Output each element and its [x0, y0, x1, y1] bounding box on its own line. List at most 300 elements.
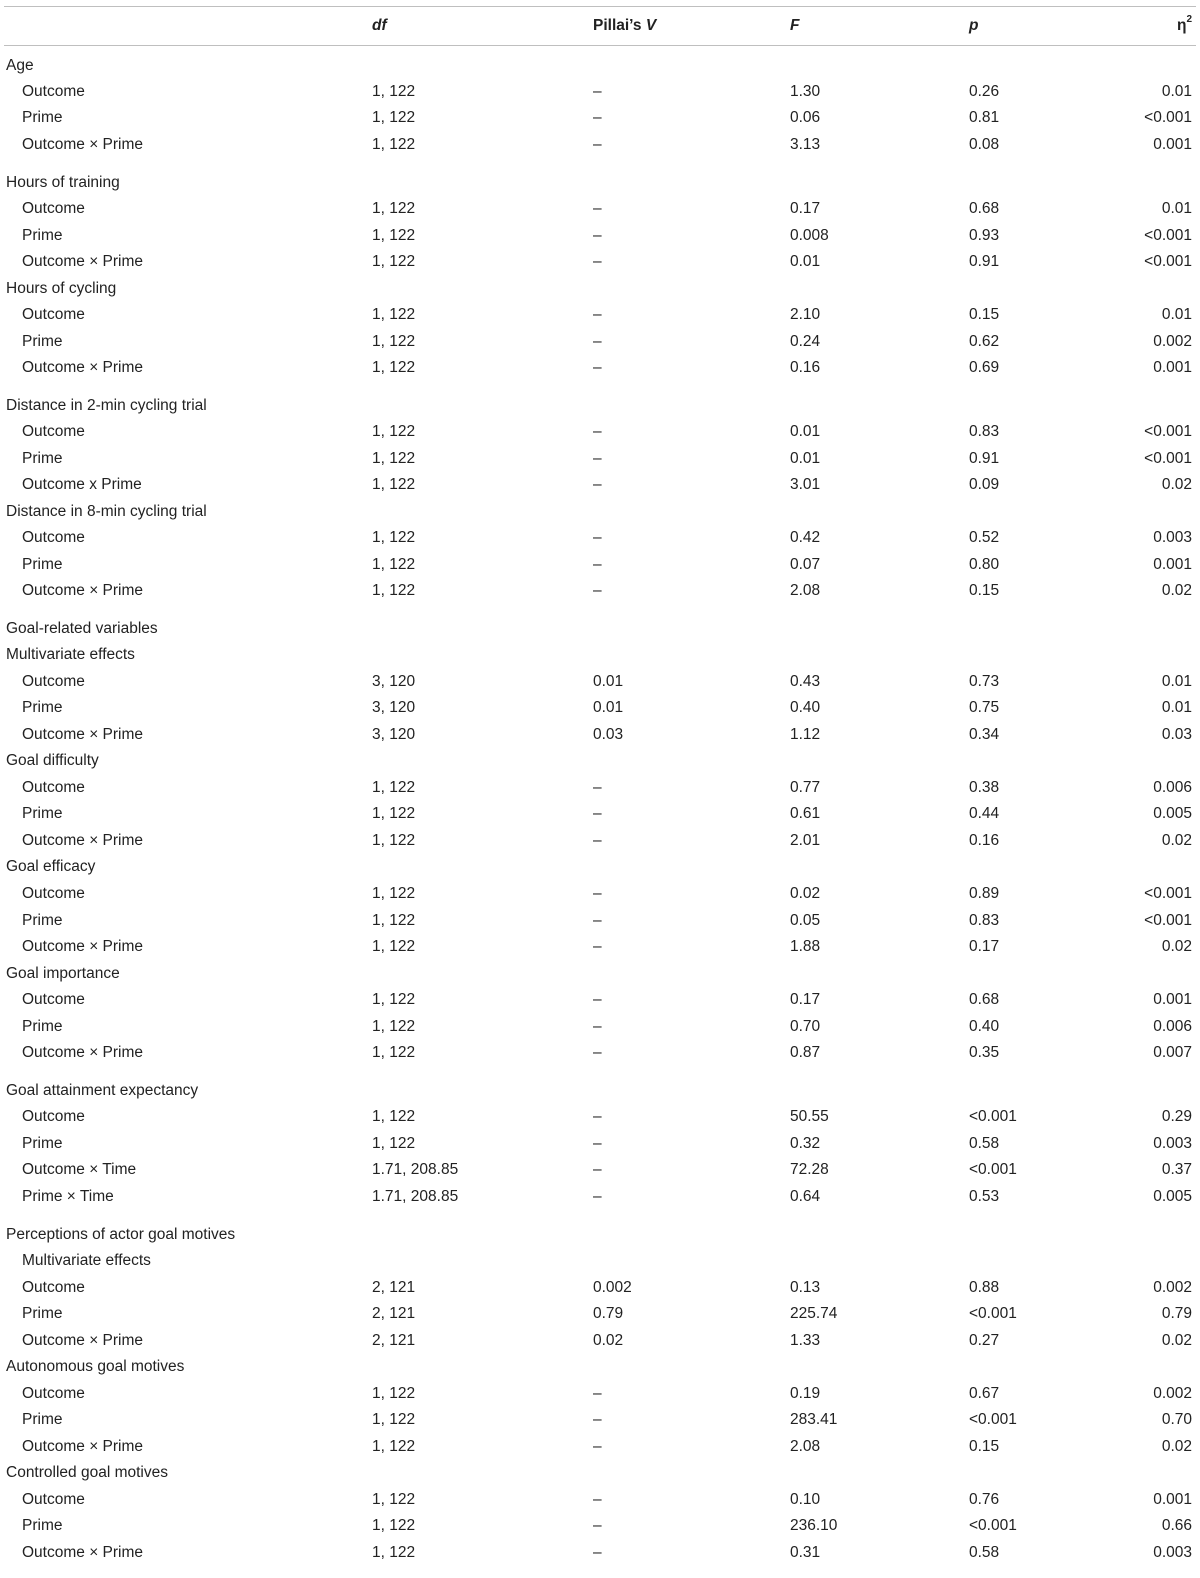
row-label: Outcome × Prime [22, 832, 144, 849]
eta-squared-cell: 0.70 [1161, 1411, 1192, 1428]
pillai-v-cell: – [593, 1385, 602, 1402]
p-cell: <0.001 [969, 1305, 1017, 1322]
table-row [4, 303, 1196, 327]
f-cell: 0.01 [790, 450, 821, 467]
row-label: Outcome [22, 991, 85, 1008]
table-row [4, 935, 1196, 959]
df-cell: 1, 122 [372, 1135, 416, 1152]
top-rule [4, 6, 1196, 7]
row-label: Outcome [22, 423, 85, 440]
section-label: Goal difficulty [6, 752, 99, 769]
section-header-row [4, 643, 1196, 667]
row-label: Outcome [22, 673, 85, 690]
p-cell: 0.40 [969, 1018, 1000, 1035]
f-cell: 0.16 [790, 359, 821, 376]
f-cell: 0.40 [790, 699, 821, 716]
pillai-v-cell: – [593, 832, 602, 849]
pillai-v-cell: – [593, 885, 602, 902]
f-cell: 2.10 [790, 306, 821, 323]
eta-squared-cell: 0.79 [1161, 1305, 1192, 1322]
p-cell: 0.34 [969, 726, 1000, 743]
p-cell: 0.08 [969, 136, 1000, 153]
f-cell: 3.13 [790, 136, 821, 153]
eta-squared-cell: <0.001 [1144, 885, 1192, 902]
table-row [4, 1276, 1196, 1300]
f-cell: 50.55 [790, 1108, 829, 1125]
table-row [4, 250, 1196, 274]
f-cell: 2.08 [790, 1438, 821, 1455]
table-row [4, 802, 1196, 826]
header-pillai [593, 14, 656, 38]
eta-squared-cell: 0.02 [1161, 1438, 1192, 1455]
f-cell: 0.77 [790, 779, 821, 796]
row-label: Outcome × Prime [22, 359, 144, 376]
eta-squared-cell: 0.01 [1161, 699, 1192, 716]
df-cell: 2, 121 [372, 1305, 416, 1322]
df-cell: 1, 122 [372, 476, 416, 493]
f-cell: 0.43 [790, 673, 821, 690]
pillai-v-cell: – [593, 529, 602, 546]
table-row [4, 579, 1196, 603]
p-cell: <0.001 [969, 1108, 1017, 1125]
df-cell: 1, 122 [372, 1018, 416, 1035]
row-label: Outcome [22, 306, 85, 323]
eta-squared-cell: 0.006 [1153, 779, 1192, 796]
row-label: Prime [22, 699, 63, 716]
table-row [4, 1105, 1196, 1129]
p-cell: 0.69 [969, 359, 1000, 376]
p-cell: 0.83 [969, 423, 1000, 440]
df-cell: 1, 122 [372, 1108, 416, 1125]
section-label: Goal importance [6, 965, 120, 982]
pillai-v-cell: – [593, 1438, 602, 1455]
eta-squared-cell: 0.01 [1161, 200, 1192, 217]
df-cell: 1, 122 [372, 423, 416, 440]
df-cell: 1, 122 [372, 1517, 416, 1534]
df-cell: 1, 122 [372, 450, 416, 467]
f-cell: 3.01 [790, 476, 821, 493]
p-cell: 0.35 [969, 1044, 1000, 1061]
table-row [4, 1435, 1196, 1459]
table-row [4, 356, 1196, 380]
p-cell: 0.67 [969, 1385, 1000, 1402]
section-label: Goal efficacy [6, 858, 96, 875]
df-cell: 1, 122 [372, 136, 416, 153]
section-label: Hours of training [6, 174, 120, 191]
pillai-v-cell: – [593, 991, 602, 1008]
table-row [4, 447, 1196, 471]
p-cell: 0.73 [969, 673, 1000, 690]
row-label: Prime [22, 450, 63, 467]
pillai-v-cell: – [593, 582, 602, 599]
f-cell: 0.10 [790, 1491, 821, 1508]
row-label: Prime [22, 1135, 63, 1152]
table-row [4, 1185, 1196, 1209]
table-row [4, 1329, 1196, 1353]
table-row [4, 1302, 1196, 1326]
f-cell: 0.07 [790, 556, 821, 573]
section-label: Multivariate effects [22, 1252, 151, 1269]
row-label: Prime [22, 1305, 63, 1322]
df-cell: 1, 122 [372, 938, 416, 955]
df-cell: 1, 122 [372, 885, 416, 902]
pillai-v-cell: – [593, 1135, 602, 1152]
df-cell: 1, 122 [372, 779, 416, 796]
df-cell: 1, 122 [372, 200, 416, 217]
p-cell: 0.26 [969, 83, 1000, 100]
f-cell: 0.01 [790, 423, 821, 440]
eta-squared-cell: <0.001 [1144, 109, 1192, 126]
df-cell: 1, 122 [372, 227, 416, 244]
p-cell: 0.93 [969, 227, 1000, 244]
pillai-v-cell: – [593, 1044, 602, 1061]
pillai-v-cell: – [593, 1188, 602, 1205]
row-label: Outcome × Time [22, 1161, 137, 1178]
p-cell: <0.001 [969, 1161, 1017, 1178]
f-cell: 236.10 [790, 1517, 838, 1534]
df-cell: 1, 122 [372, 582, 416, 599]
p-cell: 0.80 [969, 556, 1000, 573]
eta-squared-cell: 0.001 [1153, 556, 1192, 573]
p-cell: 0.68 [969, 991, 1000, 1008]
pillai-v-cell: – [593, 1411, 602, 1428]
pillai-v-cell: – [593, 805, 602, 822]
p-cell: 0.15 [969, 1438, 1000, 1455]
statistics-table [4, 0, 1196, 1578]
eta-squared-cell: 0.003 [1153, 1544, 1192, 1561]
section-label: Age [6, 57, 34, 74]
row-label: Outcome × Prime [22, 1544, 144, 1561]
table-row [4, 1382, 1196, 1406]
df-cell: 1.71, 208.85 [372, 1161, 459, 1178]
df-cell: 2, 121 [372, 1279, 416, 1296]
p-cell: 0.44 [969, 805, 1000, 822]
df-cell: 1, 122 [372, 1491, 416, 1508]
pillai-v-cell: – [593, 423, 602, 440]
header-p: p [969, 17, 979, 34]
section-label: Perceptions of actor goal motives [6, 1226, 236, 1243]
header-df: df [372, 17, 387, 34]
eta-squared-cell: 0.01 [1161, 83, 1192, 100]
section-label: Controlled goal motives [6, 1464, 168, 1481]
section-header-row [4, 1079, 1196, 1103]
pillai-v-cell: 0.01 [593, 673, 624, 690]
eta-squared-cell: 0.002 [1153, 1385, 1192, 1402]
section-header-row [4, 855, 1196, 879]
section-header-row [4, 749, 1196, 773]
row-label: Outcome [22, 200, 85, 217]
df-cell: 1, 122 [372, 832, 416, 849]
row-label: Outcome × Prime [22, 253, 144, 270]
eta-squared-cell: <0.001 [1144, 227, 1192, 244]
p-cell: 0.58 [969, 1135, 1000, 1152]
df-cell: 1, 122 [372, 83, 416, 100]
f-cell: 1.88 [790, 938, 821, 955]
p-cell: 0.52 [969, 529, 1000, 546]
row-label: Prime [22, 333, 63, 350]
eta-squared-cell: 0.002 [1153, 333, 1192, 350]
table-row [4, 909, 1196, 933]
df-cell: 1, 122 [372, 805, 416, 822]
df-cell: 1, 122 [372, 1411, 416, 1428]
f-cell: 1.30 [790, 83, 821, 100]
pillai-v-cell: – [593, 1544, 602, 1561]
row-label: Outcome [22, 1108, 85, 1125]
row-label: Prime [22, 912, 63, 929]
pillai-v-cell: 0.01 [593, 699, 624, 716]
pillai-v-cell: 0.03 [593, 726, 624, 743]
section-header-row [4, 54, 1196, 78]
table-row [4, 197, 1196, 221]
eta-squared-cell: 0.005 [1153, 805, 1192, 822]
p-cell: 0.17 [969, 938, 1000, 955]
pillai-v-cell: – [593, 779, 602, 796]
eta-squared-cell: 0.02 [1161, 1332, 1192, 1349]
table-row [4, 1158, 1196, 1182]
df-cell: 3, 120 [372, 726, 416, 743]
f-cell: 72.28 [790, 1161, 829, 1178]
pillai-v-cell: – [593, 556, 602, 573]
p-cell: <0.001 [969, 1517, 1017, 1534]
pillai-v-cell: – [593, 359, 602, 376]
pillai-v-cell: – [593, 136, 602, 153]
df-cell: 1, 122 [372, 991, 416, 1008]
df-cell: 1, 122 [372, 306, 416, 323]
row-label: Outcome [22, 885, 85, 902]
df-cell: 1, 122 [372, 109, 416, 126]
eta-squared-cell: 0.03 [1161, 726, 1192, 743]
row-label: Prime [22, 1517, 63, 1534]
f-cell: 0.42 [790, 529, 821, 546]
f-cell: 2.08 [790, 582, 821, 599]
eta-squared-cell: 0.37 [1161, 1161, 1192, 1178]
table-row [4, 80, 1196, 104]
eta-squared-cell: 0.02 [1161, 582, 1192, 599]
pillai-v-cell: – [593, 1491, 602, 1508]
table-row [4, 526, 1196, 550]
table-row [4, 1015, 1196, 1039]
p-cell: 0.91 [969, 253, 1000, 270]
section-header-row [4, 617, 1196, 641]
header-eta-sup: 2 [1186, 13, 1192, 25]
df-cell: 1, 122 [372, 359, 416, 376]
p-cell: 0.89 [969, 885, 1000, 902]
table-row [4, 1541, 1196, 1565]
p-cell: 0.68 [969, 200, 1000, 217]
row-label: Outcome × Prime [22, 582, 144, 599]
section-label: Distance in 8-min cycling trial [6, 503, 207, 520]
pillai-v-cell: – [593, 109, 602, 126]
f-cell: 0.05 [790, 912, 821, 929]
f-cell: 0.13 [790, 1279, 821, 1296]
table-row [4, 670, 1196, 694]
section-label: Multivariate effects [6, 646, 135, 663]
eta-squared-cell: <0.001 [1144, 912, 1192, 929]
p-cell: 0.62 [969, 333, 1000, 350]
table-row [4, 723, 1196, 747]
section-header-row [4, 1461, 1196, 1485]
row-label: Outcome [22, 1491, 85, 1508]
row-label: Prime [22, 1411, 63, 1428]
eta-squared-cell: <0.001 [1144, 423, 1192, 440]
pillai-v-cell: – [593, 333, 602, 350]
header-f: F [790, 17, 800, 34]
df-cell: 2, 121 [372, 1332, 416, 1349]
p-cell: 0.91 [969, 450, 1000, 467]
pillai-v-cell: – [593, 938, 602, 955]
header-eta-squared [1177, 14, 1192, 38]
table-row [4, 473, 1196, 497]
f-cell: 283.41 [790, 1411, 838, 1428]
eta-squared-cell: 0.001 [1153, 1491, 1192, 1508]
f-cell: 2.01 [790, 832, 821, 849]
section-header-row [4, 1249, 1196, 1273]
df-cell: 1, 122 [372, 529, 416, 546]
table-row [4, 696, 1196, 720]
f-cell: 0.008 [790, 227, 829, 244]
p-cell: 0.76 [969, 1491, 1000, 1508]
pillai-v-cell: 0.02 [593, 1332, 624, 1349]
row-label: Outcome × Prime [22, 938, 144, 955]
f-cell: 1.12 [790, 726, 821, 743]
df-cell: 1, 122 [372, 1385, 416, 1402]
f-cell: 0.64 [790, 1188, 821, 1205]
table-row [4, 553, 1196, 577]
section-header-row [4, 1223, 1196, 1247]
p-cell: 0.16 [969, 832, 1000, 849]
eta-squared-cell: 0.01 [1161, 306, 1192, 323]
p-cell: 0.53 [969, 1188, 1000, 1205]
p-cell: 0.38 [969, 779, 1000, 796]
f-cell: 0.17 [790, 200, 821, 217]
p-cell: 0.83 [969, 912, 1000, 929]
p-cell: 0.58 [969, 1544, 1000, 1561]
eta-squared-cell: 0.29 [1161, 1108, 1192, 1125]
row-label: Outcome × Prime [22, 726, 144, 743]
pillai-v-cell: – [593, 476, 602, 493]
row-label: Prime [22, 227, 63, 244]
eta-squared-cell: 0.001 [1153, 136, 1192, 153]
table-row [4, 330, 1196, 354]
table-row [4, 829, 1196, 853]
section-label: Autonomous goal motives [6, 1358, 185, 1375]
section-label: Hours of cycling [6, 280, 117, 297]
header-pillai-v: V [645, 17, 657, 34]
eta-squared-cell: <0.001 [1144, 450, 1192, 467]
pillai-v-cell: – [593, 253, 602, 270]
row-label: Outcome [22, 779, 85, 796]
table-row [4, 420, 1196, 444]
df-cell: 1, 122 [372, 1438, 416, 1455]
df-cell: 3, 120 [372, 673, 416, 690]
df-cell: 1, 122 [372, 1544, 416, 1561]
row-label: Outcome × Prime [22, 1044, 144, 1061]
row-label: Prime [22, 1018, 63, 1035]
df-cell: 1, 122 [372, 912, 416, 929]
f-cell: 0.61 [790, 805, 821, 822]
table-row [4, 224, 1196, 248]
header-pillai-prefix: Pillai’s [593, 17, 646, 34]
f-cell: 0.01 [790, 253, 821, 270]
p-cell: 0.15 [969, 306, 1000, 323]
eta-squared-cell: 0.02 [1161, 476, 1192, 493]
table-row [4, 133, 1196, 157]
f-cell: 0.17 [790, 991, 821, 1008]
eta-squared-cell: 0.66 [1161, 1517, 1192, 1534]
eta-squared-cell: 0.001 [1153, 991, 1192, 1008]
table-row [4, 882, 1196, 906]
section-label: Goal attainment expectancy [6, 1082, 199, 1099]
table-row [4, 106, 1196, 130]
table-row [4, 988, 1196, 1012]
pillai-v-cell: – [593, 227, 602, 244]
f-cell: 0.87 [790, 1044, 821, 1061]
eta-squared-cell: 0.005 [1153, 1188, 1192, 1205]
eta-squared-cell: 0.006 [1153, 1018, 1192, 1035]
header-eta: η [1176, 17, 1187, 34]
row-label: Outcome [22, 1385, 85, 1402]
eta-squared-cell: 0.001 [1153, 359, 1192, 376]
f-cell: 1.33 [790, 1332, 821, 1349]
row-label: Outcome × Prime [22, 1438, 144, 1455]
p-cell: 0.88 [969, 1279, 1000, 1296]
row-label: Outcome × Prime [22, 136, 144, 153]
pillai-v-cell: – [593, 1161, 602, 1178]
table-row [4, 1514, 1196, 1538]
eta-squared-cell: 0.003 [1153, 1135, 1192, 1152]
df-cell: 1.71, 208.85 [372, 1188, 459, 1205]
section-header-row [4, 277, 1196, 301]
section-header-row [4, 500, 1196, 524]
pillai-v-cell: 0.002 [593, 1279, 632, 1296]
eta-squared-cell: 0.02 [1161, 832, 1192, 849]
f-cell: 0.31 [790, 1544, 821, 1561]
df-cell: 1, 122 [372, 253, 416, 270]
f-cell: 225.74 [790, 1305, 838, 1322]
row-label: Outcome [22, 529, 85, 546]
section-header-row [4, 394, 1196, 418]
row-label: Outcome [22, 83, 85, 100]
row-label: Outcome x Prime [22, 476, 142, 493]
df-cell: 3, 120 [372, 699, 416, 716]
table-header-row [4, 14, 1196, 38]
pillai-v-cell: – [593, 912, 602, 929]
row-label: Outcome [22, 1279, 85, 1296]
eta-squared-cell: 0.002 [1153, 1279, 1192, 1296]
table-row [4, 776, 1196, 800]
pillai-v-cell: – [593, 1108, 602, 1125]
table-row [4, 1041, 1196, 1065]
table-row [4, 1488, 1196, 1512]
p-cell: 0.09 [969, 476, 1000, 493]
table-row [4, 1132, 1196, 1156]
pillai-v-cell: – [593, 306, 602, 323]
f-cell: 0.19 [790, 1385, 821, 1402]
pillai-v-cell: – [593, 83, 602, 100]
p-cell: <0.001 [969, 1411, 1017, 1428]
f-cell: 0.70 [790, 1018, 821, 1035]
section-header-row [4, 171, 1196, 195]
eta-squared-cell: 0.02 [1161, 938, 1192, 955]
pillai-v-cell: – [593, 450, 602, 467]
df-cell: 1, 122 [372, 556, 416, 573]
section-label: Distance in 2-min cycling trial [6, 397, 207, 414]
p-cell: 0.81 [969, 109, 1000, 126]
df-cell: 1, 122 [372, 1044, 416, 1061]
section-header-row [4, 962, 1196, 986]
section-header-row [4, 1355, 1196, 1379]
pillai-v-cell: 0.79 [593, 1305, 624, 1322]
